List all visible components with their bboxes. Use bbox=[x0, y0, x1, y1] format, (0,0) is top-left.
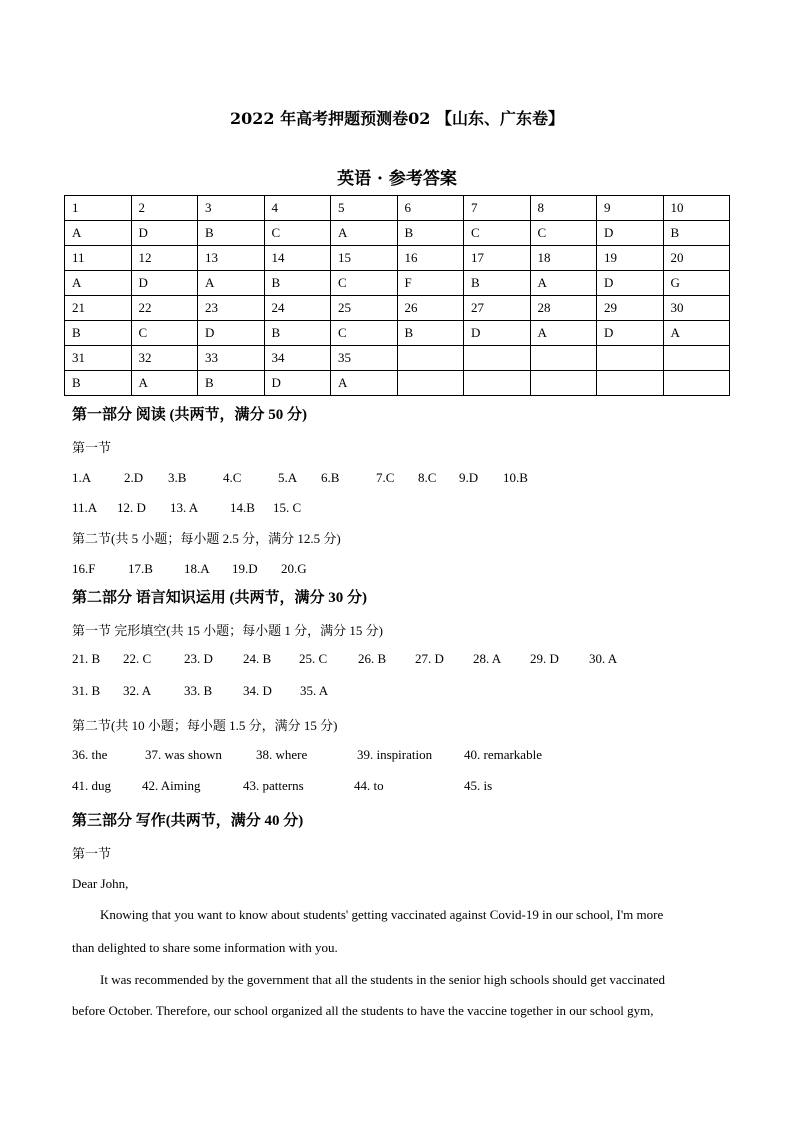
answer-cell: C bbox=[331, 321, 398, 346]
question-number-cell: 6 bbox=[397, 196, 464, 221]
part2-section1-label: 第一节 完形填空(共 15 小题；每小题 1 分，满分 15 分) bbox=[72, 623, 383, 638]
answer-cell: A bbox=[663, 321, 730, 346]
answer-item: 2.D bbox=[124, 470, 144, 485]
question-number-cell: 24 bbox=[264, 296, 331, 321]
answer-item: 7.C bbox=[376, 470, 395, 485]
answer-cell bbox=[663, 371, 730, 396]
answer-item: 8.C bbox=[418, 470, 437, 485]
answer-item: 32. A bbox=[123, 683, 152, 698]
question-number-cell: 2 bbox=[131, 196, 198, 221]
question-number-cell bbox=[663, 346, 730, 371]
answer-table bbox=[64, 195, 730, 396]
part2-heading: 第二部分 语言知识运用 (共两节，满分 30 分) bbox=[72, 590, 367, 606]
part2-answers-row3 bbox=[72, 747, 542, 763]
question-number-cell: 20 bbox=[663, 246, 730, 271]
answer-item: 34. D bbox=[243, 683, 272, 698]
question-number-row bbox=[65, 246, 730, 271]
question-number-cell: 13 bbox=[198, 246, 265, 271]
answer-cell bbox=[464, 371, 531, 396]
answer-item: 9.D bbox=[459, 470, 479, 485]
answer-cell: D bbox=[198, 321, 265, 346]
question-number-cell: 4 bbox=[264, 196, 331, 221]
answer-item: 41. dug bbox=[72, 778, 111, 793]
answer-item: 16.F bbox=[72, 561, 96, 576]
answer-cell: C bbox=[464, 221, 531, 246]
answer-cell: G bbox=[663, 271, 730, 296]
part1-answers-row3 bbox=[72, 561, 307, 577]
answer-cell: B bbox=[65, 371, 132, 396]
answer-item: 23. D bbox=[184, 651, 213, 666]
answer-cell: C bbox=[131, 321, 198, 346]
answer-item: 18.A bbox=[184, 561, 210, 576]
part1-section2-label: 第二节(共 5 小题；每小题 2.5 分，满分 12.5 分) bbox=[72, 531, 341, 546]
answer-item: 24. B bbox=[243, 651, 272, 666]
question-number-cell bbox=[397, 346, 464, 371]
question-number-row bbox=[65, 296, 730, 321]
answer-item: 36. the bbox=[72, 747, 108, 762]
answer-cell: B bbox=[198, 371, 265, 396]
part1-heading: 第一部分 阅读 (共两节，满分 50 分) bbox=[72, 407, 307, 423]
answer-cell: A bbox=[65, 271, 132, 296]
answer-cell: D bbox=[597, 221, 664, 246]
answer-item: 13. A bbox=[170, 500, 199, 515]
question-number-cell: 16 bbox=[397, 246, 464, 271]
question-number-row bbox=[65, 346, 730, 371]
answer-item: 17.B bbox=[128, 561, 153, 576]
question-number-cell bbox=[530, 346, 597, 371]
answer-item: 6.B bbox=[321, 470, 340, 485]
answer-item: 26. B bbox=[358, 651, 387, 666]
question-number-cell: 12 bbox=[131, 246, 198, 271]
answer-cell: A bbox=[331, 221, 398, 246]
question-number-cell: 23 bbox=[198, 296, 265, 321]
answer-item: 28. A bbox=[473, 651, 502, 666]
answer-cell: C bbox=[331, 271, 398, 296]
answer-item: 15. C bbox=[273, 500, 302, 515]
answer-item: 5.A bbox=[278, 470, 298, 485]
part2-answers-row2 bbox=[72, 683, 328, 699]
letter-p2-line2: before October. Therefore, our school organized all the students to have the vaccine together in our school gym, bbox=[72, 1003, 654, 1018]
question-number-cell: 18 bbox=[530, 246, 597, 271]
answer-cell: B bbox=[663, 221, 730, 246]
answer-item: 42. Aiming bbox=[142, 778, 201, 793]
question-number-cell bbox=[464, 346, 531, 371]
question-number-cell: 30 bbox=[663, 296, 730, 321]
answer-cell: D bbox=[597, 321, 664, 346]
answer-item: 27. D bbox=[415, 651, 444, 666]
answer-cell: D bbox=[264, 371, 331, 396]
question-number-cell: 22 bbox=[131, 296, 198, 321]
answer-cell: A bbox=[131, 371, 198, 396]
answer-row bbox=[65, 371, 730, 396]
answer-item: 38. where bbox=[256, 747, 308, 762]
part3-section1-label: 第一节 bbox=[72, 846, 112, 861]
question-number-cell: 14 bbox=[264, 246, 331, 271]
part2-answers-row1 bbox=[72, 651, 617, 667]
answer-item: 20.G bbox=[281, 561, 307, 576]
answer-item: 3.B bbox=[168, 470, 187, 485]
letter-p1-line2: than delighted to share some information with you. bbox=[72, 940, 338, 955]
answer-item: 39. inspiration bbox=[357, 747, 433, 762]
answer-item: 31. B bbox=[72, 683, 101, 698]
document-subtitle: 英语 · 参考答案 bbox=[337, 169, 457, 189]
answer-item: 1.A bbox=[72, 470, 92, 485]
question-number-cell: 25 bbox=[331, 296, 398, 321]
answer-item: 14.B bbox=[230, 500, 255, 515]
question-number-cell: 11 bbox=[65, 246, 132, 271]
answer-cell: B bbox=[65, 321, 132, 346]
question-number-cell: 17 bbox=[464, 246, 531, 271]
question-number-cell bbox=[597, 346, 664, 371]
answer-cell: B bbox=[464, 271, 531, 296]
answer-item: 12. D bbox=[117, 500, 146, 515]
answer-cell: A bbox=[331, 371, 398, 396]
answer-item: 44. to bbox=[354, 778, 384, 793]
answer-item: 10.B bbox=[503, 470, 528, 485]
answer-row bbox=[65, 321, 730, 346]
answer-cell: F bbox=[397, 271, 464, 296]
answer-cell bbox=[397, 371, 464, 396]
answer-item: 45. is bbox=[464, 778, 493, 793]
question-number-cell: 31 bbox=[65, 346, 132, 371]
question-number-row bbox=[65, 196, 730, 221]
question-number-cell: 1 bbox=[65, 196, 132, 221]
letter-salutation: Dear John, bbox=[72, 876, 129, 891]
part2-section2-label: 第二节(共 10 小题；每小题 1.5 分，满分 15 分) bbox=[72, 718, 338, 733]
question-number-cell: 10 bbox=[663, 196, 730, 221]
question-number-cell: 32 bbox=[131, 346, 198, 371]
answer-row bbox=[65, 271, 730, 296]
part3-heading: 第三部分 写作(共两节，满分 40 分) bbox=[72, 813, 304, 829]
answer-item: 43. patterns bbox=[243, 778, 304, 793]
answer-cell: A bbox=[530, 321, 597, 346]
letter-p1-line1: Knowing that you want to know about students' getting vaccinated against Covid-19 in our school, I'm more bbox=[100, 907, 664, 922]
answer-item: 40. remarkable bbox=[464, 747, 542, 762]
answer-cell: A bbox=[65, 221, 132, 246]
question-number-cell: 9 bbox=[597, 196, 664, 221]
answer-row bbox=[65, 221, 730, 246]
answer-item: 33. B bbox=[184, 683, 213, 698]
answer-item: 4.C bbox=[223, 470, 242, 485]
answer-item: 29. D bbox=[530, 651, 559, 666]
answer-cell: B bbox=[198, 221, 265, 246]
part1-answers-row2 bbox=[72, 500, 301, 516]
answer-cell: B bbox=[264, 321, 331, 346]
answer-item: 30. A bbox=[589, 651, 618, 666]
answer-item: 25. C bbox=[299, 651, 328, 666]
question-number-cell: 3 bbox=[198, 196, 265, 221]
answer-item: 22. C bbox=[123, 651, 152, 666]
answer-cell: B bbox=[264, 271, 331, 296]
question-number-cell: 15 bbox=[331, 246, 398, 271]
question-number-cell: 7 bbox=[464, 196, 531, 221]
part2-answers-row4 bbox=[72, 778, 492, 794]
question-number-cell: 21 bbox=[65, 296, 132, 321]
question-number-cell: 29 bbox=[597, 296, 664, 321]
answer-cell: D bbox=[131, 221, 198, 246]
answer-item: 19.D bbox=[232, 561, 258, 576]
question-number-cell: 35 bbox=[331, 346, 398, 371]
answer-cell: A bbox=[198, 271, 265, 296]
answer-cell bbox=[530, 371, 597, 396]
question-number-cell: 34 bbox=[264, 346, 331, 371]
answer-cell: A bbox=[530, 271, 597, 296]
answer-cell: C bbox=[264, 221, 331, 246]
answer-cell: B bbox=[397, 221, 464, 246]
answer-cell: B bbox=[397, 321, 464, 346]
answer-cell bbox=[597, 371, 664, 396]
answer-item: 35. A bbox=[300, 683, 329, 698]
answer-cell: D bbox=[131, 271, 198, 296]
part1-section1-label: 第一节 bbox=[72, 440, 112, 455]
answer-item: 21. B bbox=[72, 651, 101, 666]
question-number-cell: 27 bbox=[464, 296, 531, 321]
document-title: 2022 年高考押题预测卷02 【山东、广东卷】 bbox=[230, 109, 564, 128]
question-number-cell: 5 bbox=[331, 196, 398, 221]
answer-item: 11.A bbox=[72, 500, 98, 515]
answer-cell: D bbox=[597, 271, 664, 296]
letter-p2-line1: It was recommended by the government that all the students in the senior high schools should get vaccinated bbox=[100, 972, 665, 987]
answer-item: 37. was shown bbox=[145, 747, 222, 762]
question-number-cell: 33 bbox=[198, 346, 265, 371]
answer-cell: D bbox=[464, 321, 531, 346]
question-number-cell: 8 bbox=[530, 196, 597, 221]
question-number-cell: 26 bbox=[397, 296, 464, 321]
question-number-cell: 28 bbox=[530, 296, 597, 321]
part1-answers-row1 bbox=[72, 470, 528, 486]
question-number-cell: 19 bbox=[597, 246, 664, 271]
answer-cell: C bbox=[530, 221, 597, 246]
